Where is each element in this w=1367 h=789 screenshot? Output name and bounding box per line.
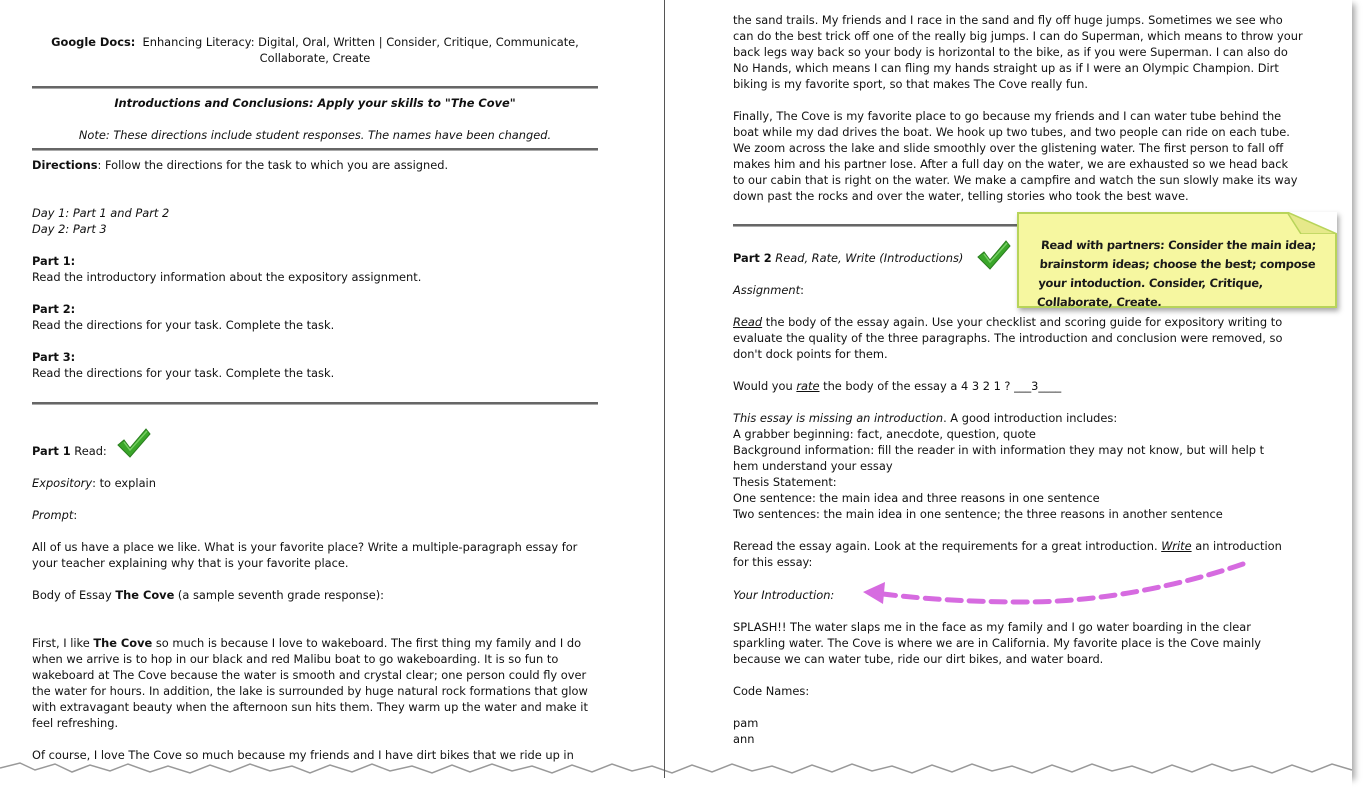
reread-word: Write bbox=[1161, 539, 1192, 553]
reread-post: an introduction for this essay: bbox=[733, 539, 1282, 569]
rule bbox=[32, 86, 598, 89]
assignment-label: Assignment bbox=[733, 283, 801, 297]
assignment-label-line bbox=[733, 282, 804, 298]
rate-word: rate bbox=[796, 379, 820, 393]
rule bbox=[733, 224, 1023, 227]
read-instructions bbox=[733, 314, 1303, 362]
checkmark-icon bbox=[116, 426, 152, 460]
day2: Day 2: Part 3 bbox=[32, 222, 107, 236]
missing-intro-italic: This essay is missing an introduction bbox=[733, 411, 944, 425]
essay-paragraph-1 bbox=[32, 635, 598, 731]
day1: Day 1: Part 1 and Part 2 bbox=[32, 206, 170, 220]
requirement-5: Two sentences: the main idea in one sentence; the three reasons in another sentence bbox=[733, 507, 1223, 521]
folded-corner-icon bbox=[1287, 212, 1337, 234]
dashed-arrow-icon bbox=[855, 558, 1250, 613]
lesson-title: Introductions and Conclusions: Apply your skills to "The Cove" bbox=[114, 96, 516, 110]
expository bbox=[32, 475, 156, 491]
read-text: the body of the essay again. Use your checklist and scoring guide for expository writing to evaluate the quality of the three paragraphs. The introduction and conclusion were removed, so don't dock points for them. bbox=[733, 315, 1283, 361]
part2-heading bbox=[733, 250, 963, 266]
part2-heading-bold: Part 2 bbox=[733, 251, 772, 265]
rate-question bbox=[733, 378, 1303, 394]
para1-pre: First, I like bbox=[32, 636, 94, 650]
requirement-3: Thesis Statement: bbox=[733, 475, 837, 489]
requirement-2: Background information: fill the reader in with information they may not know, but will help t hem understand your essay bbox=[733, 443, 1265, 473]
prompt-label-line bbox=[32, 507, 77, 523]
header-title-bold: Google Docs: bbox=[51, 35, 136, 49]
your-introduction-label: Your Introduction: bbox=[733, 588, 835, 602]
rate-post: the body of the essay a 4 3 2 1 ? ___3____ bbox=[819, 379, 1062, 393]
prompt-text: All of us have a place we like. What is your favorite place? Write a multiple-paragraph essay for your teacher explaining why that is your favorite place. bbox=[32, 540, 578, 570]
part2-label: Part 2: bbox=[32, 302, 76, 316]
prompt-label: Prompt bbox=[32, 508, 74, 522]
doc-header bbox=[32, 34, 598, 66]
rate-pre: Would you bbox=[733, 379, 797, 393]
callout-text: Read with partners: Consider the main idea; brainstorm ideas; choose the best; compose your intoduction. Consider, Critique, Collaborate, Create. bbox=[1036, 238, 1317, 309]
part1-read bbox=[32, 443, 107, 459]
essay-paragraph-3: Finally, The Cove is my favorite place to go because my friends and I can water tube behind the boat while my dad drives the boat. We hook up two tubes, and two people can ride on each tube. We zoom across the lake and slide smoothly over the glistening water. The first person to fall off makes him and his partner lose. After a full day on the water, we are exhausted so we head back to our cabin that is right on the water. We make a campfire and watch the sun slowly make its way down past the rocks and over the water, telling stories who took the best wave. bbox=[733, 109, 1298, 203]
assignment-colon: : bbox=[800, 283, 804, 297]
para1-bold: The Cove bbox=[93, 636, 153, 650]
body-label-pre: Body of Essay bbox=[32, 588, 116, 602]
missing-intro-rest: . A good introduction includes: bbox=[943, 411, 1118, 425]
sticky-note-callout bbox=[1017, 212, 1337, 308]
expository-label: Expository bbox=[32, 476, 93, 490]
part3-label: Part 3: bbox=[32, 350, 76, 364]
read-word: Read bbox=[733, 315, 763, 329]
code-name-2: ann bbox=[733, 732, 755, 746]
header-title-rest: Enhancing Literacy: Digital, Oral, Written | Consider, Critique, Communicate, Collaborate, Create bbox=[142, 35, 579, 65]
requirement-4: One sentence: the main idea and three reasons in one sentence bbox=[733, 491, 1100, 505]
note: Note: These directions include student responses. The names have been changed. bbox=[78, 128, 552, 142]
column-divider bbox=[664, 0, 665, 778]
part1-text: Read the introductory information about the expository assignment. bbox=[32, 270, 422, 284]
body-label bbox=[32, 587, 598, 603]
checkmark-icon bbox=[976, 238, 1012, 272]
part2-heading-italic: Read, Rate, Write (Introductions) bbox=[771, 251, 964, 265]
para1-post: so much is because I love to wakeboard. The first thing my family and I do when we arrive is to hop in our black and red Malibu boat to go wakeboarding. It is so fun to wakeboard at The Cove because the water is smooth and crystal clear; one person could fly over the water for hours. In addition, the lake is surrounded by huge natural rock formations that glow with extravagant beauty when the afternoon sun hits them. They warm up the water and make it feel refreshing. bbox=[32, 636, 588, 730]
body-label-post: (a sample seventh grade response): bbox=[174, 588, 384, 602]
essay-paragraph-2-start: Of course, I love The Cove so much because my friends and I have dirt bikes that we ride up in bbox=[32, 748, 574, 762]
body-label-bold: The Cove bbox=[115, 588, 175, 602]
part2-text: Read the directions for your task. Complete the task. bbox=[32, 318, 335, 332]
directions bbox=[32, 157, 598, 173]
torn-edge bbox=[0, 760, 1367, 789]
expository-text: : to explain bbox=[92, 476, 156, 490]
prompt-colon: : bbox=[73, 508, 78, 522]
part1-read-bold: Part 1 bbox=[32, 444, 71, 458]
code-names-label: Code Names: bbox=[733, 684, 810, 698]
part1-read-rest: Read: bbox=[70, 444, 107, 458]
part3-text: Read the directions for your task. Complete the task. bbox=[32, 366, 335, 380]
code-name-1: pam bbox=[733, 716, 759, 730]
part1-label: Part 1: bbox=[32, 254, 76, 268]
essay-paragraph-2-cont: the sand trails. My friends and I race in the sand and fly off huge jumps. Sometimes we see who can do the best trick off one of the really big jumps. I can do Superman, which means to throw your back legs way back so your body is horizontal to the bike, as if you were Superman. I can also do No Hands, which means I can fling my hands straight up as if I were an Olympic Champion. Dirt biking is my favorite sport, so that makes The Cove really fun. bbox=[733, 13, 1303, 91]
directions-text: : Follow the directions for the task to which you are assigned. bbox=[97, 158, 449, 172]
rule bbox=[32, 148, 598, 151]
reread-pre: Reread the essay again. Look at the requirements for a great introduction. bbox=[733, 539, 1162, 553]
student-introduction: SPLASH!! The water slaps me in the face as my family and I go water boarding in the clear sparkling water. The Cove is where we are in California. My favorite place is the Cove mainly because we can water tube, ride our dirt bikes, and water board. bbox=[733, 620, 1262, 666]
requirement-1: A grabber beginning: fact, anecdote, question, quote bbox=[733, 427, 1036, 441]
directions-label: Directions bbox=[32, 158, 98, 172]
rule bbox=[32, 402, 598, 405]
missing-intro bbox=[733, 410, 1303, 426]
